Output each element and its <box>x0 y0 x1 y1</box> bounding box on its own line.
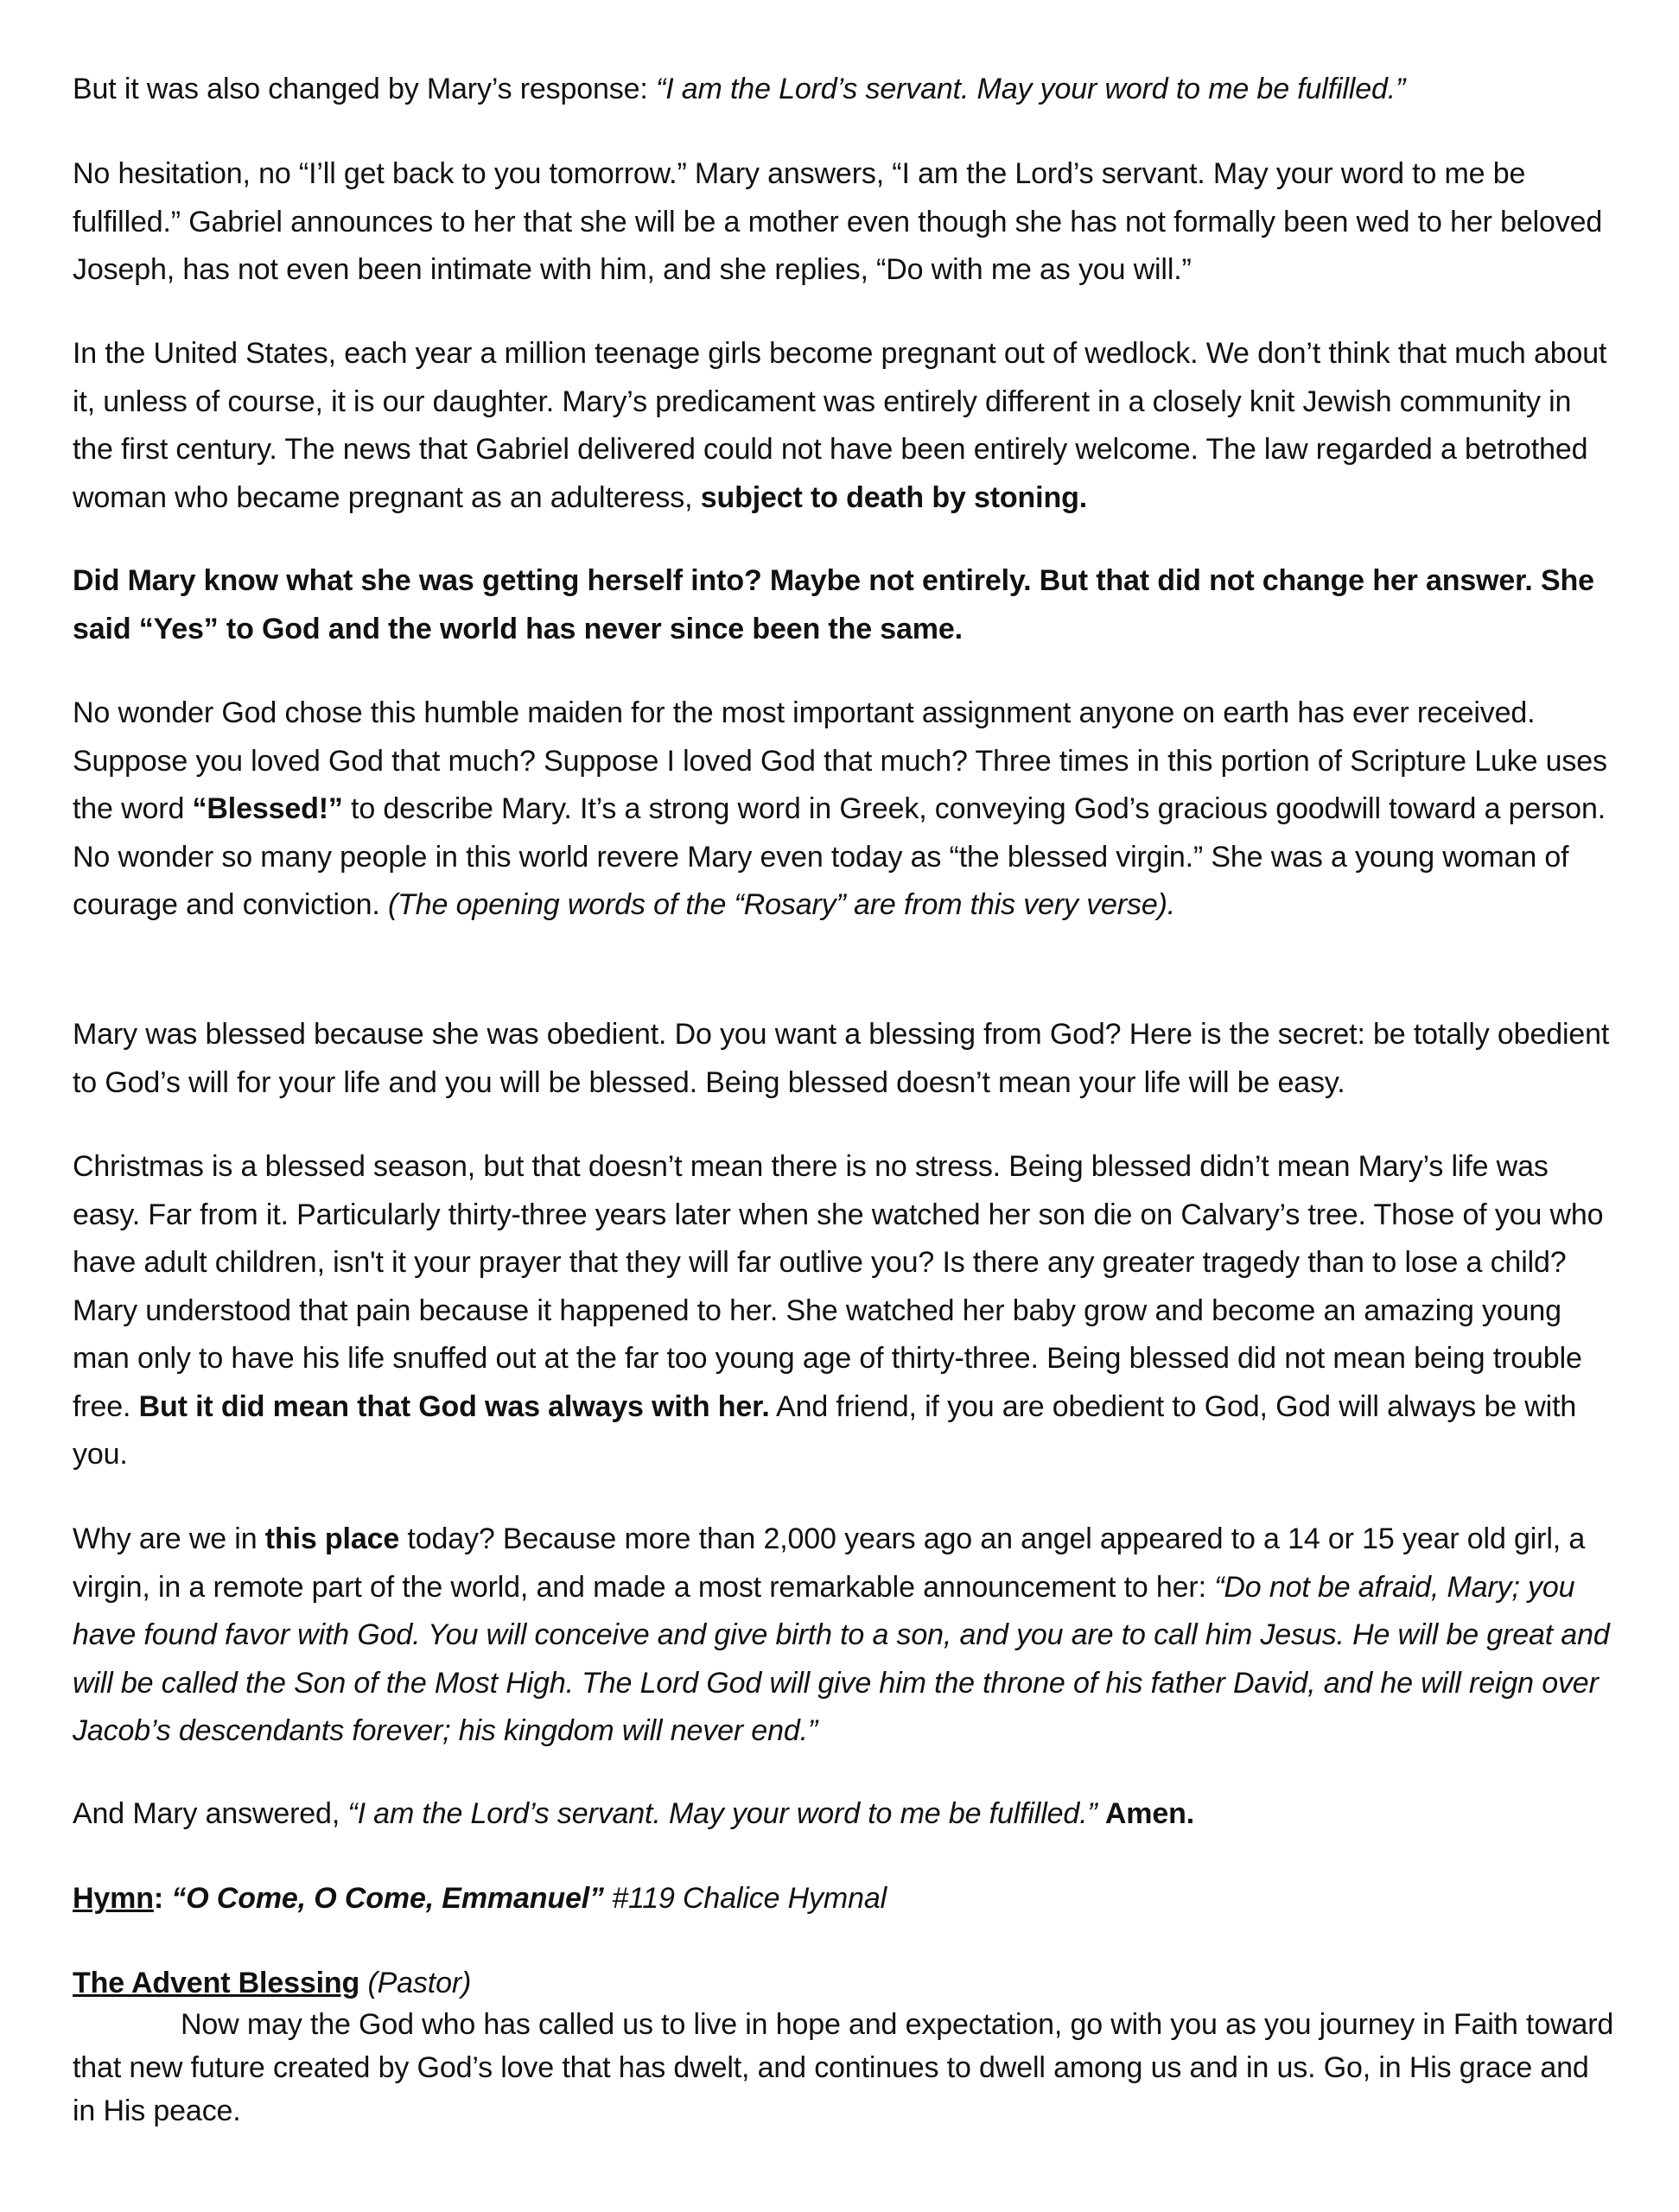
hymn-line <box>73 1875 1619 1923</box>
paragraph-7-text-a: Christmas is a blessed season, but that doesn’t mean there is no stress. Being blessed didn’t mean Mary’s life was easy. Far from it. Particularly thirty-three years later when she watched her son die on Calvary’s tree. Those of you who have adult children, isn't it your prayer that they will far outlive you? Is there any greater tragedy than to lose a child? Mary understood that pain because it happened to her. She watched her baby grow and become an amazing young man only to have his life snuffed out at the far too young age of thirty-three. Being blessed did not mean being trouble free. <box>73 1150 1604 1423</box>
blessing-heading-line <box>73 1960 1619 2008</box>
paragraph-8-scripture-quote: “Do not be afraid, Mary; you have found favor with God. You will conceive and give birth to a son, and you are to call him Jesus. He will be great and will be called the Son of the Most High. The Lord God will give him the throne of his father David, and he will reign over Jacob’s descendants forever; his kingdom will never end.” <box>73 1570 1610 1747</box>
paragraph-6 <box>73 1011 1619 1107</box>
paragraph-9-space <box>1097 1797 1105 1830</box>
blessing-note: (Pastor) <box>359 1967 472 1999</box>
paragraph-5 <box>73 690 1619 930</box>
hymn-colon: : <box>153 1882 164 1915</box>
paragraph-1-quote: “I am the Lord’s servant. May your word to me be fulfilled.” <box>656 73 1406 105</box>
paragraph-5-text-c: to describe Mary. It’s a strong word in Greek, conveying God’s gracious goodwill toward a person. No wonder so many people in this world revere Mary even today as “the blessed virgin.” She was a young woman of courage and conviction. <box>73 792 1606 921</box>
paragraph-6-text: Mary was blessed because she was obedient. Do you want a blessing from God? Here is the secret: be totally obedient to God’s will for your life and you will be blessed. Being blessed doesn’t mean your life will be easy. <box>73 1018 1610 1099</box>
paragraph-8-bold: this place <box>264 1522 400 1555</box>
blessing-heading: The Advent Blessing <box>73 1967 360 1999</box>
paragraph-2-text: No hesitation, no “I’ll get back to you tomorrow.” Mary answers, “I am the Lord’s servant. May your word to me be fulfilled.” Gabriel announces to her that she will be a mother even though she has not formally been wed to her beloved Joseph, has not even been intimate with him, and she replies, “Do with me as you will.” <box>73 157 1603 286</box>
paragraph-3-bold: subject to death by stoning. <box>700 480 1087 514</box>
paragraph-7 <box>73 1143 1619 1479</box>
paragraph-9-amen: Amen. <box>1104 1797 1195 1830</box>
paragraph-9-quote: “I am the Lord’s servant. May your word to me be fulfilled.” <box>347 1797 1097 1830</box>
paragraph-4-text: Did Mary know what she was getting herself into? Maybe not entirely. But that did not change her answer. She said “Yes” to God and the world has never since been the same. <box>73 564 1594 645</box>
paragraph-8 <box>73 1516 1619 1756</box>
paragraph-1-text: But it was also changed by Mary’s response: <box>73 73 657 105</box>
paragraph-4 <box>73 557 1619 653</box>
blessing-text <box>73 2003 1619 2133</box>
paragraph-9-text-a: And Mary answered, <box>73 1797 348 1830</box>
paragraph-5-text-a: No wonder God chose this humble maiden for the most important assignment anyone on earth has ever received. Suppose you loved God that much? Suppose I loved God that much? Three times in this portion of Scripture Luke uses the word <box>73 696 1607 825</box>
paragraph-1 <box>73 66 1619 114</box>
hymn-reference: #119 Chalice Hymnal <box>603 1882 887 1915</box>
paragraph-9 <box>73 1790 1619 1839</box>
paragraph-2 <box>73 150 1619 295</box>
blessing-body: Now may the God who has called us to live in hope and expectation, go with you as you journey in Faith toward that new future created by God’s love that has dwelt, and continues to dwell among us and in us. Go, in His grace and in His peace. <box>73 2008 1614 2127</box>
paragraph-5-bold: “Blessed!” <box>192 792 343 825</box>
paragraph-3-text: In the United States, each year a million teenage girls become pregnant out of wedlock. We don’t think that much about it, unless of course, it is our daughter. Mary’s predicament was entirely different in a closely knit Jewish community in the first century. The news that Gabriel delivered could not have been entirely welcome. The law regarded a betrothed woman who became pregnant as an adulteress, <box>73 337 1607 514</box>
paragraph-3 <box>73 330 1619 522</box>
hymn-title: “O Come, O Come, Emmanuel” <box>163 1882 604 1915</box>
paragraph-7-text-c: And friend, if you are obedient to God, God will always be with you. <box>73 1389 1577 1471</box>
paragraph-5-italic: (The opening words of the “Rosary” are from this very verse). <box>387 888 1176 921</box>
paragraph-8-text-c: today? Because more than 2,000 years ago an angel appeared to a 14 or 15 year old girl, a virgin, in a remote part of the world, and made a most remarkable announcement to her: <box>73 1522 1586 1604</box>
paragraph-7-bold: But it did mean that God was always with her. <box>138 1389 770 1423</box>
paragraph-8-text-a: Why are we in <box>73 1522 265 1555</box>
hymn-label: Hymn <box>73 1882 154 1915</box>
